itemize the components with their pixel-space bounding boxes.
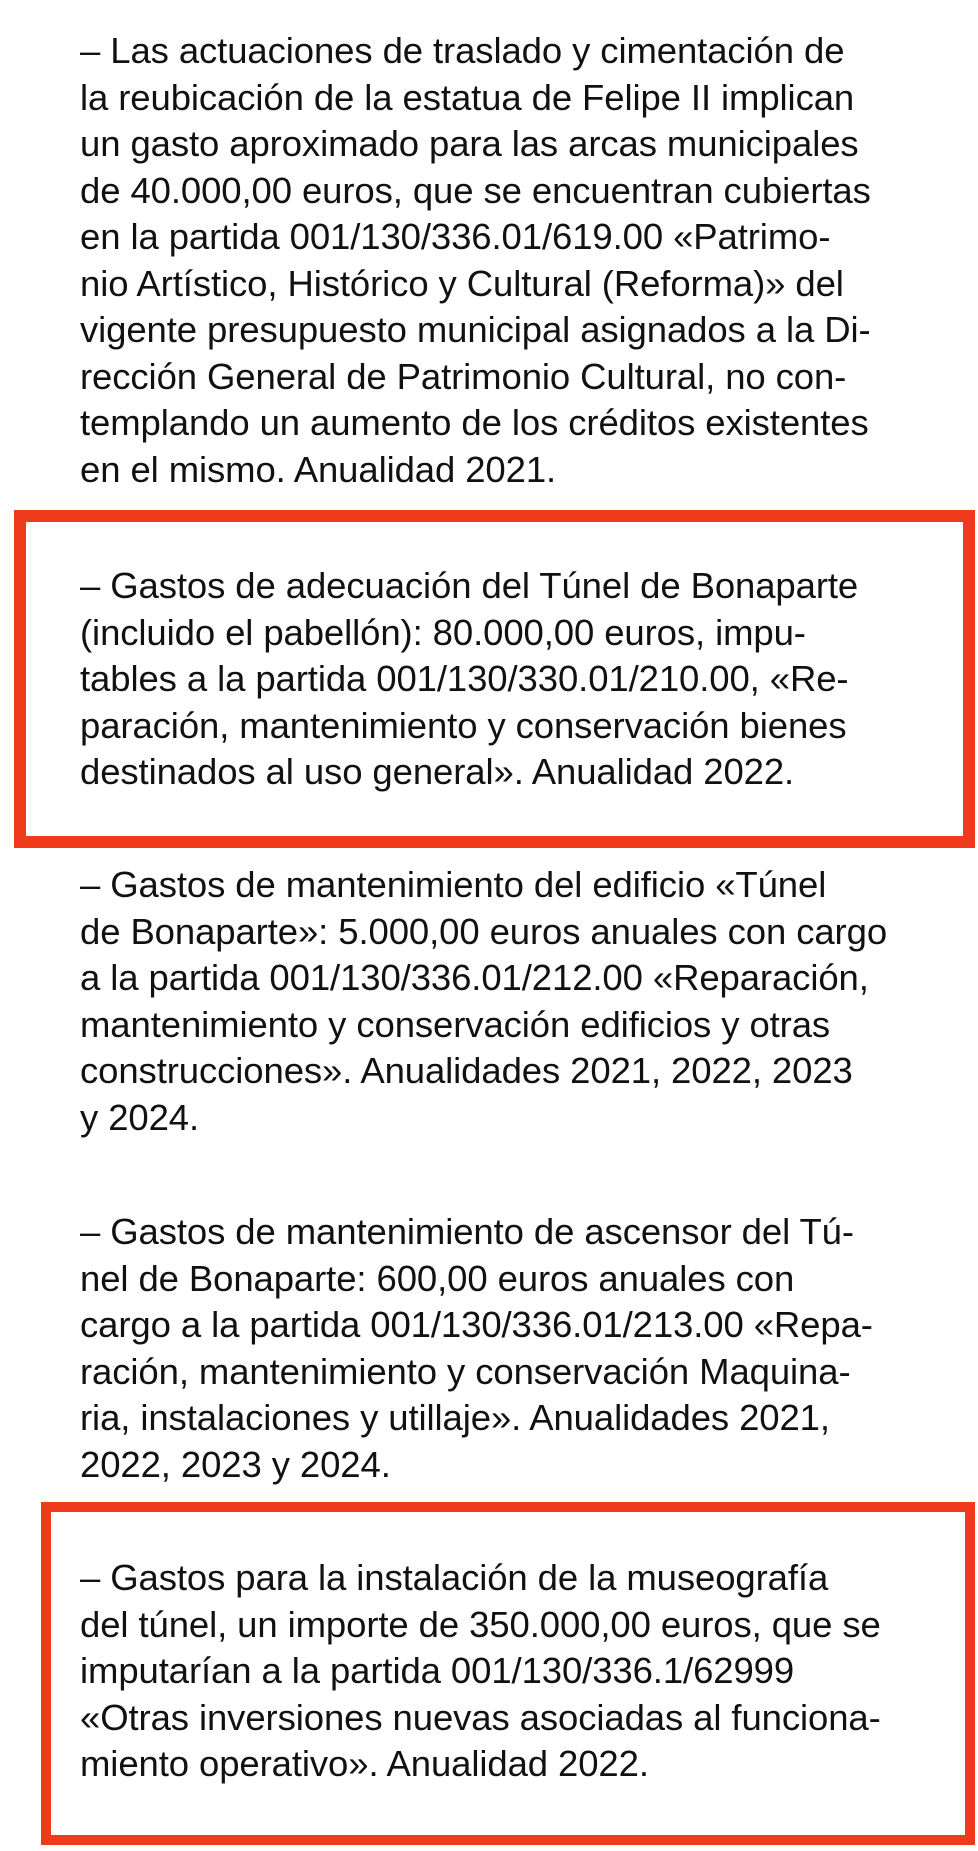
text-line: la reubicación de la estatua de Felipe II implican bbox=[80, 76, 855, 118]
text-line: de Bonaparte»: 5.000,00 euros anuales con cargo bbox=[80, 910, 888, 952]
text-line: rección General de Patrimonio Cultural, no con- bbox=[80, 355, 847, 397]
text-line: miento operativo». Anualidad 2022. bbox=[80, 1743, 649, 1784]
text-line: nio Artístico, Histórico y Cultural (Reforma)» del bbox=[80, 262, 844, 304]
text-line: templando un aumento de los créditos existentes bbox=[80, 402, 869, 443]
text-line: – Gastos de mantenimiento de ascensor del Tú- bbox=[80, 1211, 854, 1252]
text-line: paración, mantenimiento y conservación bienes bbox=[80, 704, 847, 746]
text-line: ración, mantenimiento y conservación Maquina- bbox=[80, 1350, 851, 1392]
text-line: en la partida 001/130/336.01/619.00 «Patrimo- bbox=[80, 216, 831, 257]
paragraph-estatua-felipe-ii bbox=[80, 28, 960, 493]
text-line: – Gastos de mantenimiento del edificio «Túnel bbox=[80, 864, 827, 905]
text-line: vigente presupuesto municipal asignados a la Di- bbox=[80, 309, 871, 350]
text-line: imputarían a la partida 001/130/336.1/62999 bbox=[80, 1650, 795, 1691]
text-line: un gasto aproximado para las arcas municipales bbox=[80, 123, 859, 164]
text-line: destinados al uso general». Anualidad 2022. bbox=[80, 751, 795, 792]
text-line: de 40.000,00 euros, que se encuentran cubiertas bbox=[80, 169, 871, 211]
paragraph-adecuacion-tunel bbox=[80, 563, 960, 796]
text-line: y 2024. bbox=[80, 1096, 200, 1138]
text-line: a la partida 001/130/336.01/212.00 «Reparación, bbox=[80, 957, 869, 998]
text-line: ria, instalaciones y utillaje». Anualidades 2021, bbox=[80, 1397, 830, 1438]
text-line: cargo a la partida 001/130/336.01/213.00 «Repa- bbox=[80, 1304, 873, 1345]
paragraph-mantenimiento-edificio bbox=[80, 862, 960, 1141]
text-line: – Gastos para la instalación de la museografía bbox=[80, 1557, 829, 1598]
text-line: tables a la partida 001/130/330.01/210.00, «Re- bbox=[80, 658, 849, 699]
text-line: – Las actuaciones de traslado y cimentación de bbox=[80, 30, 845, 71]
text-line: en el mismo. Anualidad 2021. bbox=[80, 448, 557, 490]
text-line: nel de Bonaparte: 600,00 euros anuales con bbox=[80, 1257, 795, 1299]
text-line: 2022, 2023 y 2024. bbox=[80, 1443, 391, 1485]
text-line: mantenimiento y conservación edificios y otras bbox=[80, 1003, 831, 1045]
paragraph-museografia-tunel bbox=[80, 1555, 960, 1788]
paragraph-mantenimiento-ascensor bbox=[80, 1209, 960, 1488]
text-line: del túnel, un importe de 350.000,00 euros, que se bbox=[80, 1603, 881, 1645]
text-line: – Gastos de adecuación del Túnel de Bonaparte bbox=[80, 565, 859, 606]
text-line: construcciones». Anualidades 2021, 2022, 2023 bbox=[80, 1050, 853, 1091]
text-line: «Otras inversiones nuevas asociadas al funciona- bbox=[80, 1696, 881, 1738]
text-line: (incluido el pabellón): 80.000,00 euros, impu- bbox=[80, 611, 806, 653]
